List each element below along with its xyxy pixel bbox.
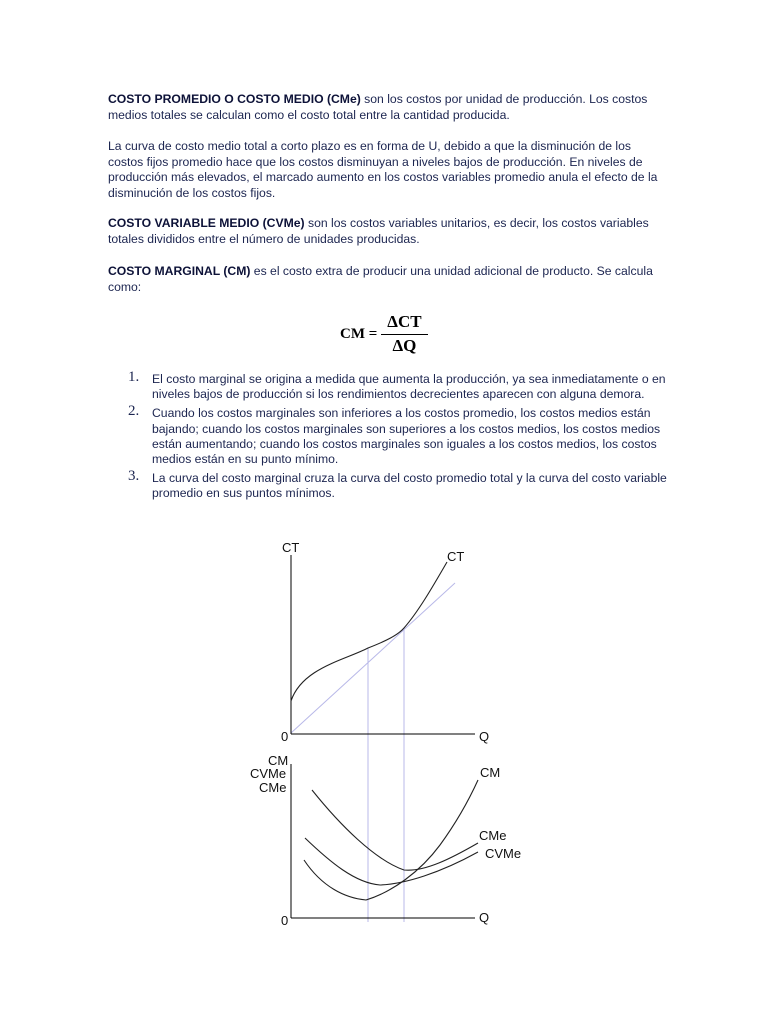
list-number: 3. bbox=[128, 468, 140, 485]
formula-lhs: CM = bbox=[340, 325, 378, 342]
cme-curve-label: CMe bbox=[479, 828, 507, 843]
list-number: 1. bbox=[128, 369, 140, 385]
bottom-y-axis-label-cme: CMe bbox=[259, 780, 287, 795]
formula-numerator: ΔCT bbox=[381, 312, 427, 335]
list-number: 2. bbox=[128, 403, 140, 420]
cvme-curve-label: CVMe bbox=[485, 846, 522, 861]
term-costo-variable-medio: COSTO VARIABLE MEDIO (CVMe) bbox=[108, 216, 305, 230]
list-text: La curva del costo marginal cruza la curva del costo promedio total y la curva del costo variable promedio en sus puntos mínimos. bbox=[152, 471, 667, 501]
text-curva-u: La curva de costo medio total a corto plazo es en forma de U, debido a que la disminución de los costos fijos promedio hace que los costos disminuyan a niveles bajos de producción. En niveles de producción más elevados, el marcado aumento en los costos variables promedio anula el efecto de la disminución de los costos fijos. bbox=[108, 139, 658, 200]
cvme-curve bbox=[305, 838, 478, 885]
list-text: Cuando los costos marginales son inferiores a los costos promedio, los costos medios están bajando; cuando los costos marginales son superiores a los costos medios, los costos medios están aumentando; cuando los costos marginales son iguales a los costos medios, los costos medios están en su punto mínimo. bbox=[152, 406, 661, 467]
term-costo-medio: COSTO PROMEDIO O COSTO MEDIO (CMe) bbox=[108, 92, 361, 106]
text-costo-variable-medio: son los costos variables unitarios, es decir, los costos variables totales divididos entre el número de unidades producidas. bbox=[108, 216, 649, 246]
cm-curve bbox=[304, 780, 478, 900]
total-cost-curve bbox=[291, 562, 447, 701]
bottom-y-axis-label-cvme: CVMe bbox=[250, 766, 287, 781]
list-text: El costo marginal se origina a medida que aumenta la producción, ya sea inmediatamente o en niveles bajos de producción si los rendimientos decrecientes aparecen con alguna demora. bbox=[152, 372, 666, 402]
total-cost-graph bbox=[281, 540, 489, 922]
bottom-y-axis-label-cm: CM bbox=[268, 753, 289, 768]
cm-curve-label: CM bbox=[480, 765, 501, 780]
top-y-axis-label: CT bbox=[282, 540, 300, 555]
ray-from-origin bbox=[291, 583, 455, 733]
text-costo-marginal: es el costo extra de producir una unidad adicional de producto. Se calcula como: bbox=[108, 264, 653, 294]
total-cost-curve-label: CT bbox=[447, 549, 465, 564]
text-costo-medio: son los costos por unidad de producción. Los costos medios totales se calculan como el costo total entre la cantidad producida. bbox=[108, 92, 648, 122]
top-x-axis-label: Q bbox=[479, 729, 490, 744]
term-costo-marginal: COSTO MARGINAL (CM) bbox=[108, 264, 251, 278]
top-origin-label: 0 bbox=[281, 729, 289, 744]
unit-cost-graph bbox=[250, 753, 521, 928]
bottom-x-axis-label: Q bbox=[479, 910, 490, 925]
formula-denominator: ΔQ bbox=[392, 336, 417, 355]
cme-curve bbox=[312, 790, 478, 870]
bottom-origin-label: 0 bbox=[281, 913, 289, 928]
